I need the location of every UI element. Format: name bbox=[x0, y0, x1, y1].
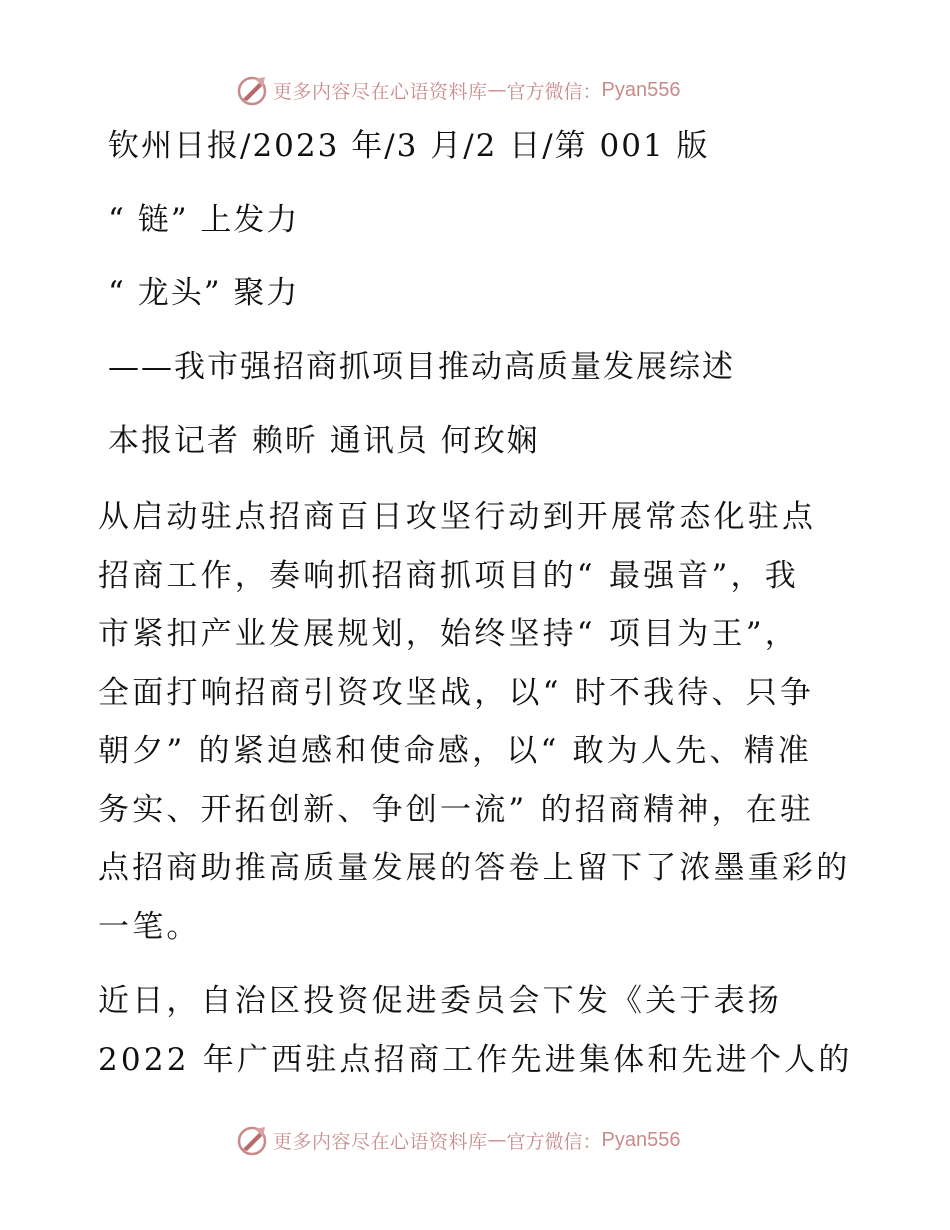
watermark-top bbox=[235, 72, 681, 108]
watermark-wechat-label: 官方微信： bbox=[506, 1130, 602, 1153]
watermark-wechat-label: 官方微信： bbox=[506, 80, 602, 103]
paragraph-line: 招商工作，奏响抓招商抓项目的“ 最强音”，我 bbox=[98, 558, 799, 594]
title-line-1: “ 链” 上发力 bbox=[108, 202, 300, 238]
quill-pen-logo-icon bbox=[235, 73, 269, 107]
watermark-wechat-id: Pyan556 bbox=[601, 1128, 681, 1151]
watermark-separator: — bbox=[487, 1129, 507, 1151]
watermark-main-text: 更多内容尽在心语资料库 bbox=[273, 1130, 488, 1153]
paragraph-line: 一笔。 bbox=[98, 909, 201, 945]
paragraph-line: 市紧扣产业发展规划，始终坚持“ 项目为王”， bbox=[98, 616, 799, 652]
title-line-2: “ 龙头” 聚力 bbox=[108, 275, 300, 311]
watermark-main-text: 更多内容尽在心语资料库 bbox=[273, 80, 488, 103]
watermark-bottom bbox=[235, 1122, 681, 1158]
paragraph-line: 2022 年广西驻点招商工作先进集体和先进个人的 bbox=[98, 1042, 853, 1078]
paragraph-line: 近日，自治区投资促进委员会下发《关于表扬 bbox=[98, 983, 782, 1019]
watermark-wechat-id: Pyan556 bbox=[601, 78, 681, 101]
quill-pen-logo-icon bbox=[235, 1123, 269, 1157]
paragraph-line: 点招商助推高质量发展的答卷上留下了浓墨重彩的 bbox=[98, 850, 851, 886]
byline: 本报记者 赖昕 通讯员 何玫娴 bbox=[108, 423, 540, 459]
paragraph-line: 从启动驻点招商百日攻坚行动到开展常态化驻点 bbox=[98, 499, 817, 535]
paragraph-line: 务实、开拓创新、争创一流” 的招商精神，在驻 bbox=[98, 792, 815, 828]
dateline: 钦州日报/2023 年/3 月/2 日/第 001 版 bbox=[108, 128, 710, 164]
paragraph-line: 朝夕” 的紧迫感和使命感，以“ 敢为人先、精准 bbox=[98, 733, 813, 769]
watermark-separator: — bbox=[487, 79, 507, 101]
paragraph-line: 全面打响招商引资攻坚战，以“ 时不我待、只争 bbox=[98, 675, 815, 711]
subtitle: ——我市强招商抓项目推动高质量发展综述 bbox=[108, 349, 735, 385]
